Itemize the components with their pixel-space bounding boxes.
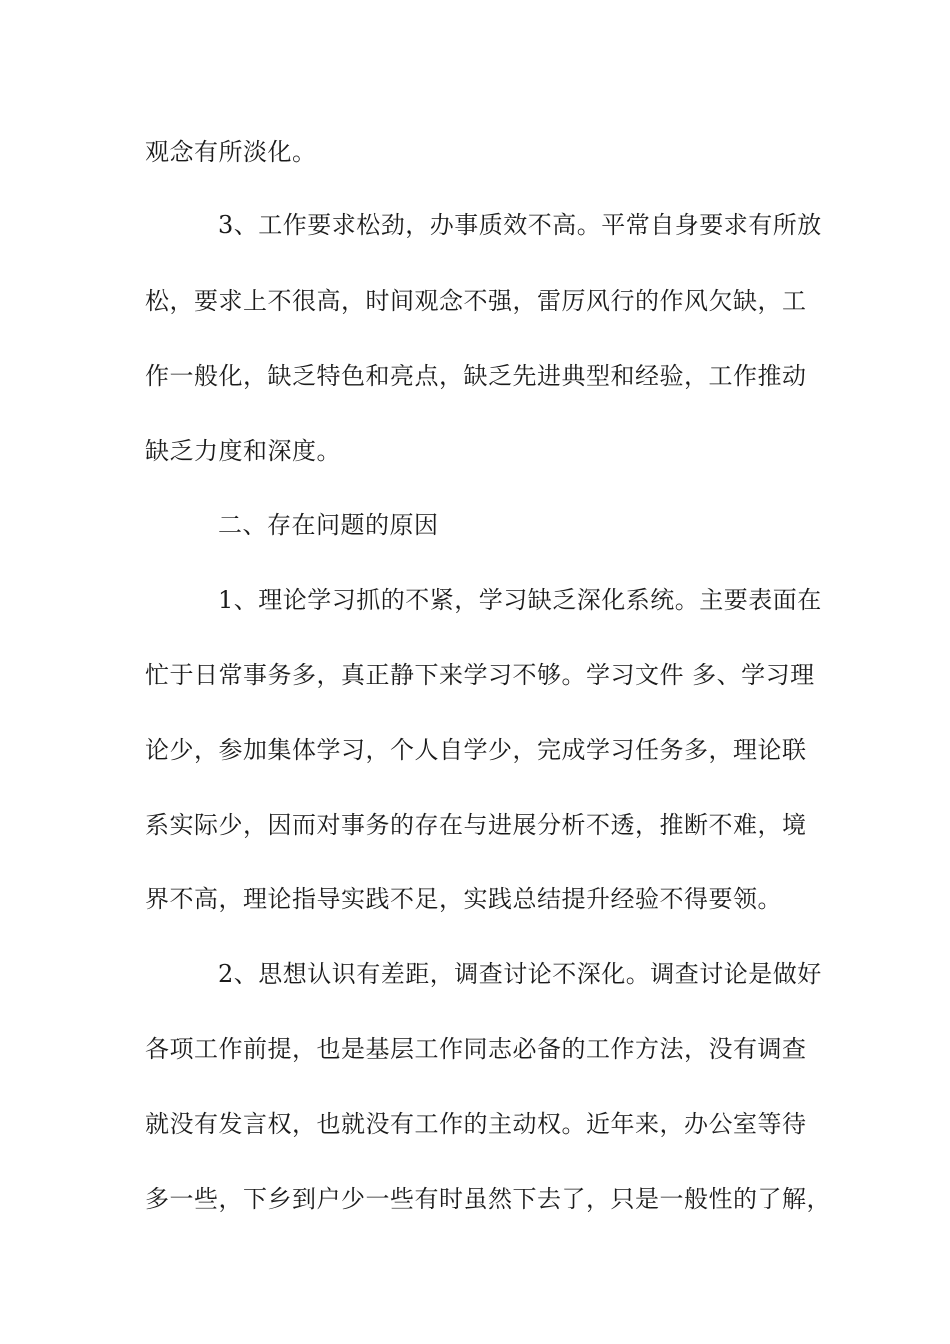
text-line: 系实际少，因而对事务的存在与进展分析不透，推断不难，境: [145, 811, 807, 839]
paragraph-start: 2、思想认识有差距，调查讨论不深化。调查讨论是做好: [218, 960, 822, 988]
text-line: 作一般化，缺乏特色和亮点，缺乏先进典型和经验，工作推动: [145, 362, 807, 390]
paragraph-start: 3、工作要求松劲，办事质效不高。平常自身要求有所放: [218, 211, 822, 239]
text-line: 多一些，下乡到户少一些有时虽然下去了，只是一般性的了解，: [145, 1185, 831, 1213]
text-line: 就没有发言权，也就没有工作的主动权。近年来，办公室等待: [145, 1110, 807, 1138]
text-line: 论少，参加集体学习，个人自学少，完成学习任务多，理论联: [145, 736, 807, 764]
text-line: 界不高，理论指导实践不足，实践总结提升经验不得要领。: [145, 885, 782, 913]
paragraph-start: 1、理论学习抓的不紧，学习缺乏深化系统。主要表面在: [218, 586, 822, 614]
text-line: 缺乏力度和深度。: [145, 437, 341, 465]
text-line: 忙于日常事务多，真正静下来学习不够。学习文件 多、学习理: [145, 661, 815, 689]
text-line: 松，要求上不很高，时间观念不强，雷厉风行的作风欠缺，工: [145, 287, 807, 315]
text-line: 各项工作前提，也是基层工作同志必备的工作方法，没有调查: [145, 1035, 807, 1063]
section-heading: 二、存在问题的原因: [218, 511, 439, 539]
text-line: 观念有所淡化。: [145, 138, 317, 166]
